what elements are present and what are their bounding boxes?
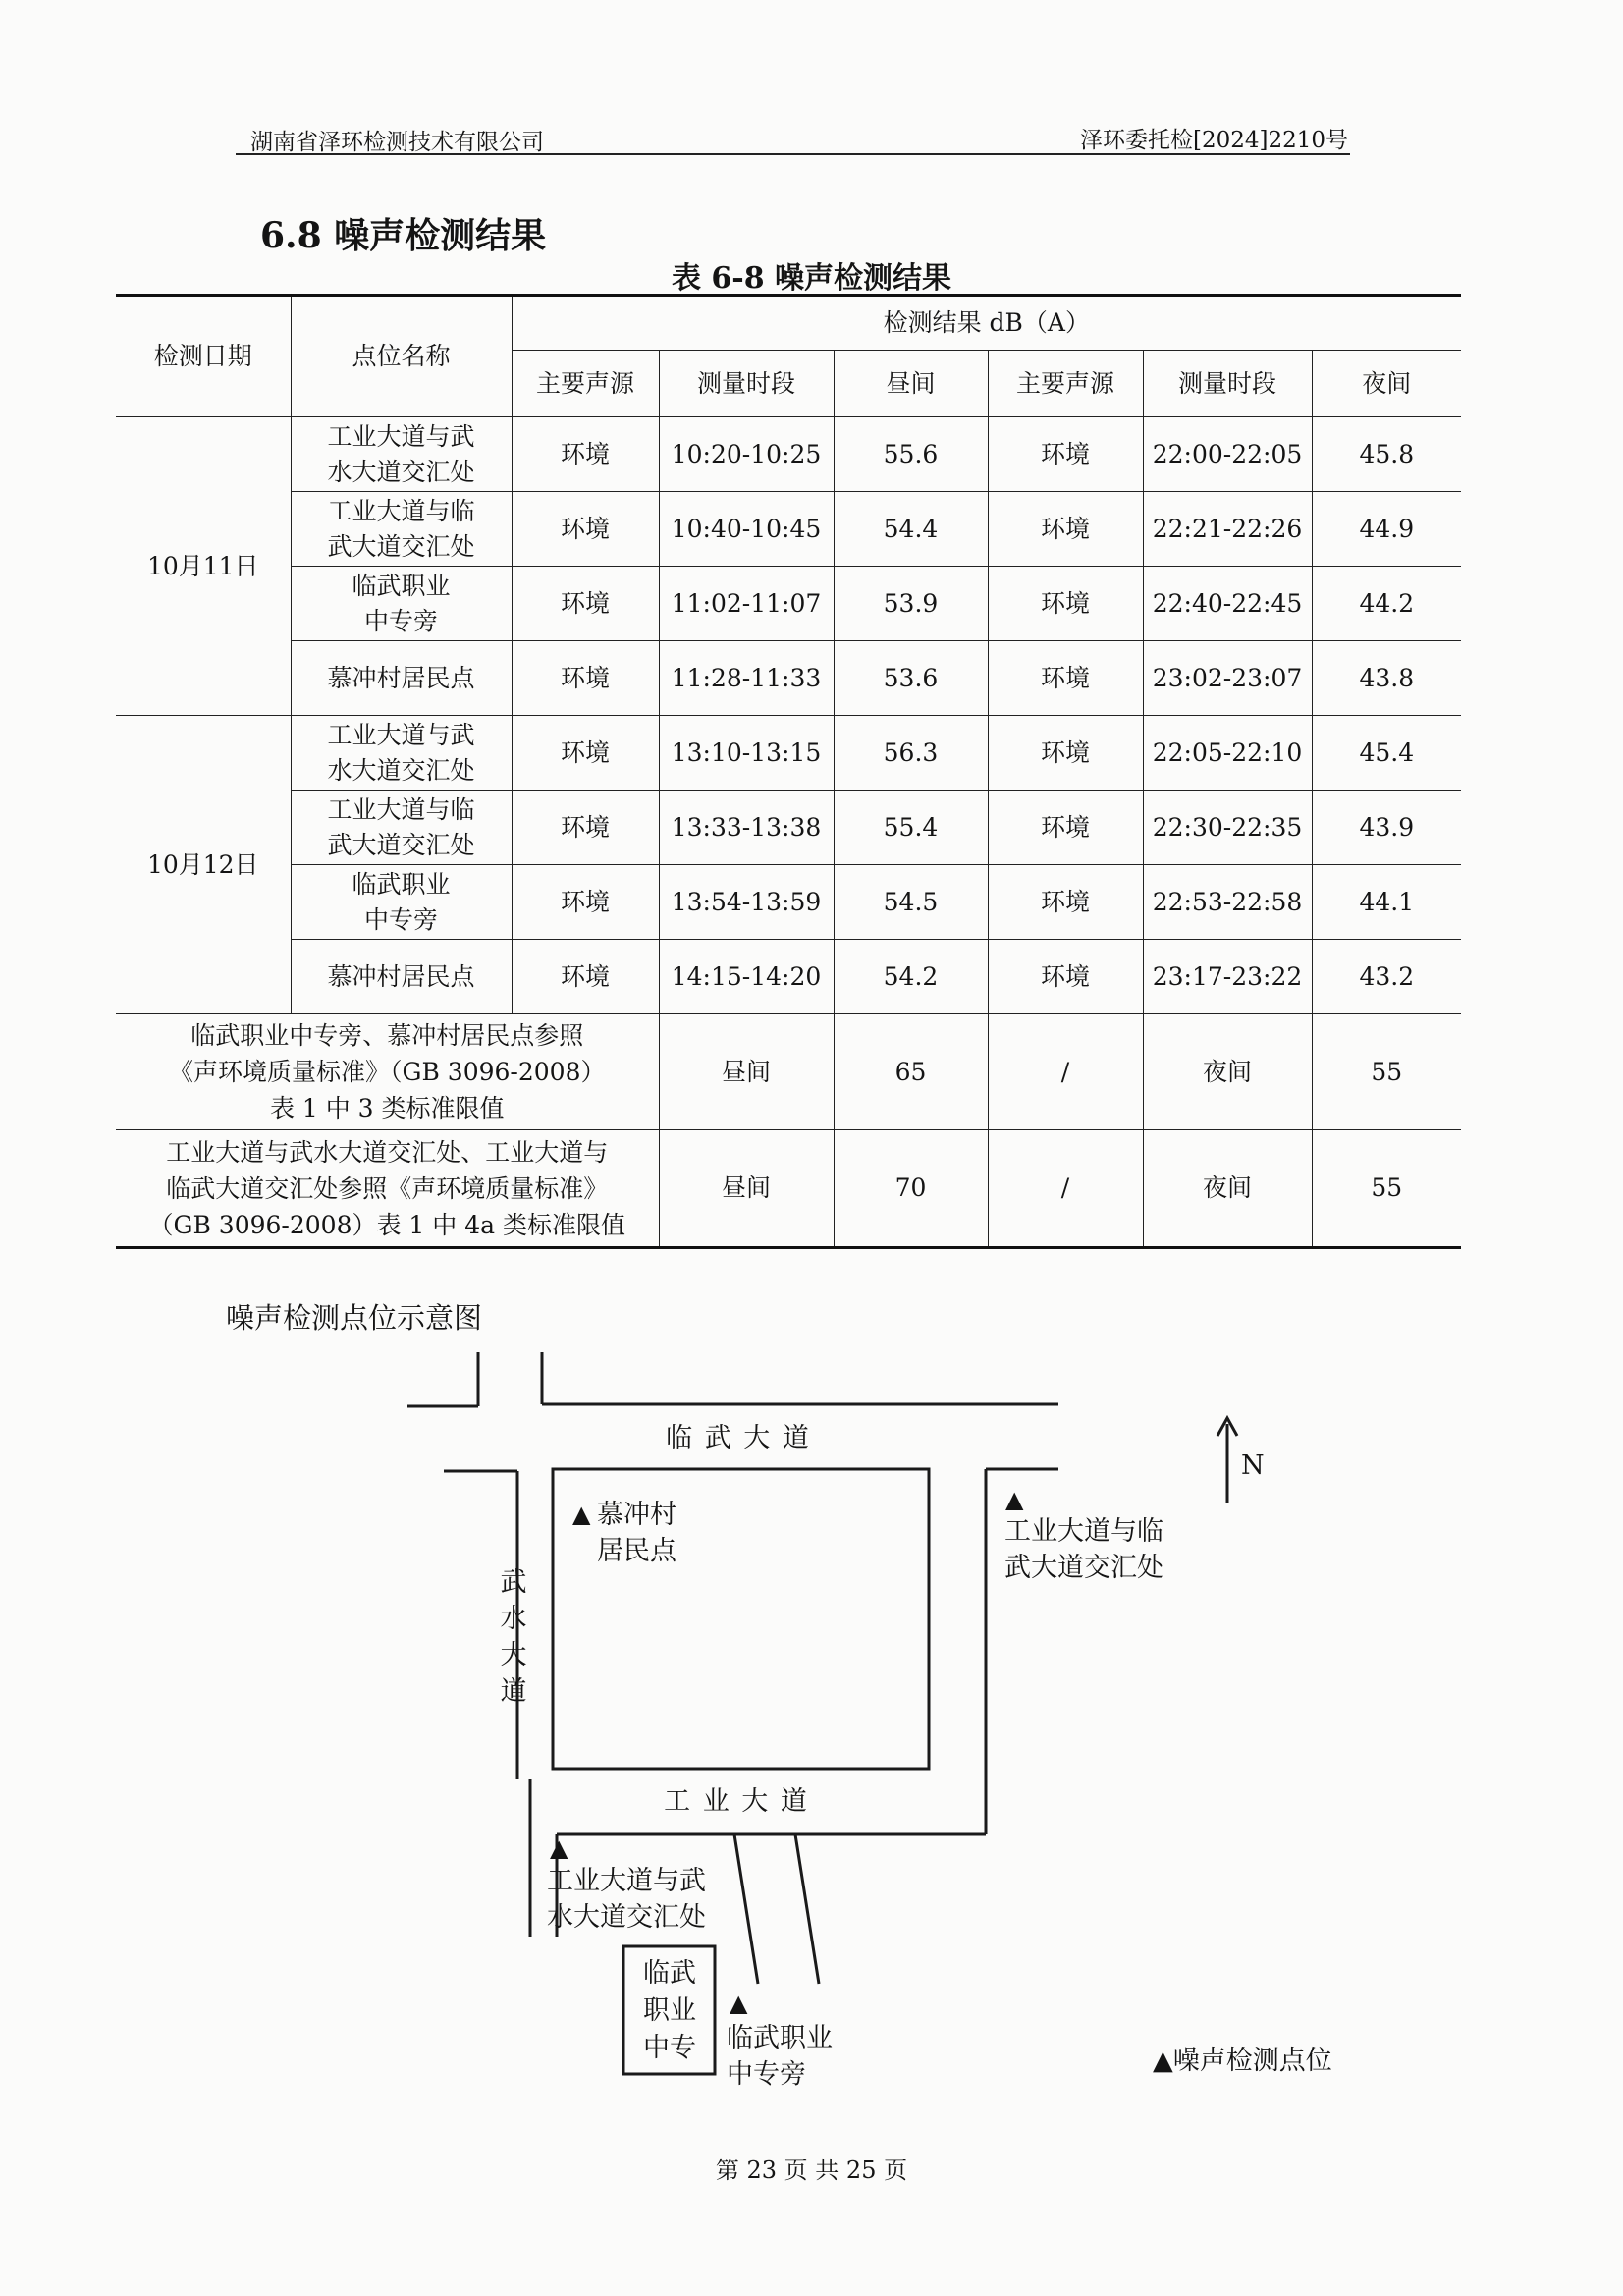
day-time-cell: 11:28-11:33 bbox=[659, 641, 834, 716]
marker-triangle: ▲ bbox=[1005, 1486, 1024, 1513]
site-cell: 工业大道与临 武大道交汇处 bbox=[291, 492, 512, 567]
standard-day-label: 昼间 bbox=[659, 1130, 834, 1248]
day-time-cell: 10:40-10:45 bbox=[659, 492, 834, 567]
sub-header: 主要声源 bbox=[512, 351, 659, 417]
report-number: 泽环委托检[2024]2210号 bbox=[1079, 128, 1348, 153]
road-label-gongye: 工 业 大 道 bbox=[664, 1786, 809, 1817]
road-label-wushui: 武水大道 bbox=[500, 1567, 527, 1707]
standard-night-value: 55 bbox=[1312, 1130, 1461, 1248]
day-source-cell: 环境 bbox=[512, 865, 659, 940]
night-source-cell: 环境 bbox=[988, 791, 1143, 865]
night-value-cell: 44.1 bbox=[1312, 865, 1461, 940]
night-source-cell: 环境 bbox=[988, 641, 1143, 716]
night-source-cell: 环境 bbox=[988, 865, 1143, 940]
sub-header: 测量时段 bbox=[1143, 351, 1312, 417]
night-source-cell: 环境 bbox=[988, 567, 1143, 641]
results-group-header: 检测结果 dB（A） bbox=[512, 296, 1461, 351]
standard-separator: / bbox=[988, 1130, 1143, 1248]
night-time-cell: 23:17-23:22 bbox=[1143, 940, 1312, 1014]
road-edge bbox=[795, 1834, 819, 1984]
night-source-cell: 环境 bbox=[988, 716, 1143, 791]
night-value-cell: 43.2 bbox=[1312, 940, 1461, 1014]
site-cell: 慕冲村居民点 bbox=[291, 641, 512, 716]
date-cell: 10月12日 bbox=[116, 716, 291, 1014]
marker-triangle: ▲ bbox=[730, 1990, 748, 2017]
night-time-cell: 22:05-22:10 bbox=[1143, 716, 1312, 791]
standard-text-cell: 工业大道与武水大道交汇处、工业大道与 临武大道交汇处参照《声环境质量标准》 （GB 3096-2008）表 1 中 4a 类标准限值 bbox=[116, 1130, 659, 1248]
night-time-cell: 23:02-23:07 bbox=[1143, 641, 1312, 716]
standard-night-label: 夜间 bbox=[1143, 1130, 1312, 1248]
standard-separator: / bbox=[988, 1014, 1143, 1130]
site-cell: 慕冲村居民点 bbox=[291, 940, 512, 1014]
day-time-cell: 13:54-13:59 bbox=[659, 865, 834, 940]
site-cell: 临武职业 中专旁 bbox=[291, 865, 512, 940]
day-time-cell: 11:02-11:07 bbox=[659, 567, 834, 641]
sub-header: 昼间 bbox=[834, 351, 988, 417]
point-label-village: 慕冲村居民点 bbox=[597, 1500, 676, 1566]
night-time-cell: 22:53-22:58 bbox=[1143, 865, 1312, 940]
day-value-cell: 54.5 bbox=[834, 865, 988, 940]
day-time-cell: 14:15-14:20 bbox=[659, 940, 834, 1014]
day-source-cell: 环境 bbox=[512, 641, 659, 716]
night-value-cell: 45.4 bbox=[1312, 716, 1461, 791]
marker-triangle: ▲ bbox=[550, 1834, 568, 1862]
company-name: 湖南省泽环检测技术有限公司 bbox=[250, 130, 544, 155]
site-cell: 工业大道与武 水大道交汇处 bbox=[291, 417, 512, 492]
school-box-label: 临武职业中专 bbox=[643, 1958, 696, 2063]
day-time-cell: 13:33-13:38 bbox=[659, 791, 834, 865]
section-title: 6.8 噪声检测结果 bbox=[260, 215, 547, 256]
day-source-cell: 环境 bbox=[512, 791, 659, 865]
night-time-cell: 22:21-22:26 bbox=[1143, 492, 1312, 567]
standard-day-value: 65 bbox=[834, 1014, 988, 1130]
day-source-cell: 环境 bbox=[512, 716, 659, 791]
day-value-cell: 55.6 bbox=[834, 417, 988, 492]
standard-night-value: 55 bbox=[1312, 1014, 1461, 1130]
day-time-cell: 10:20-10:25 bbox=[659, 417, 834, 492]
night-time-cell: 22:00-22:05 bbox=[1143, 417, 1312, 492]
point-label-linwu-junction: 工业大道与临武大道交汇处 bbox=[1004, 1516, 1163, 1583]
day-source-cell: 环境 bbox=[512, 940, 659, 1014]
road-edge bbox=[734, 1834, 758, 1984]
night-time-cell: 22:40-22:45 bbox=[1143, 567, 1312, 641]
road-label-linwu: 临 武 大 道 bbox=[666, 1423, 811, 1453]
site-cell: 工业大道与武 水大道交汇处 bbox=[291, 716, 512, 791]
day-value-cell: 54.2 bbox=[834, 940, 988, 1014]
day-source-cell: 环境 bbox=[512, 567, 659, 641]
site-cell: 临武职业 中专旁 bbox=[291, 567, 512, 641]
date-cell: 10月11日 bbox=[116, 417, 291, 716]
standard-text-cell: 临武职业中专旁、慕冲村居民点参照 《声环境质量标准》（GB 3096-2008） 表 1 中 3 类标准限值 bbox=[116, 1014, 659, 1130]
sub-header: 测量时段 bbox=[659, 351, 834, 417]
night-source-cell: 环境 bbox=[988, 492, 1143, 567]
night-value-cell: 43.8 bbox=[1312, 641, 1461, 716]
day-source-cell: 环境 bbox=[512, 417, 659, 492]
sub-header: 主要声源 bbox=[988, 351, 1143, 417]
standard-night-label: 夜间 bbox=[1143, 1014, 1312, 1130]
day-value-cell: 55.4 bbox=[834, 791, 988, 865]
diagram-title: 噪声检测点位示意图 bbox=[226, 1301, 483, 1335]
night-time-cell: 22:30-22:35 bbox=[1143, 791, 1312, 865]
point-label-wushui-junction: 工业大道与武水大道交汇处 bbox=[547, 1866, 706, 1933]
date-column-header: 检测日期 bbox=[116, 296, 291, 417]
night-value-cell: 44.9 bbox=[1312, 492, 1461, 567]
standard-day-label: 昼间 bbox=[659, 1014, 834, 1130]
day-value-cell: 56.3 bbox=[834, 716, 988, 791]
marker-triangle: ▲ bbox=[572, 1501, 591, 1528]
map-legend: ▲噪声检测点位 bbox=[1153, 2046, 1332, 2076]
night-source-cell: 环境 bbox=[988, 940, 1143, 1014]
standard-day-value: 70 bbox=[834, 1130, 988, 1248]
site-column-header: 点位名称 bbox=[291, 296, 512, 417]
page-footer: 第 23 页 共 25 页 bbox=[715, 2157, 908, 2184]
day-time-cell: 13:10-13:15 bbox=[659, 716, 834, 791]
table-caption: 表 6-8 噪声检测结果 bbox=[671, 261, 952, 296]
night-value-cell: 44.2 bbox=[1312, 567, 1461, 641]
day-source-cell: 环境 bbox=[512, 492, 659, 567]
day-value-cell: 53.9 bbox=[834, 567, 988, 641]
day-value-cell: 54.4 bbox=[834, 492, 988, 567]
day-value-cell: 53.6 bbox=[834, 641, 988, 716]
sub-header: 夜间 bbox=[1312, 351, 1461, 417]
north-label: N bbox=[1241, 1450, 1265, 1481]
site-cell: 工业大道与临 武大道交汇处 bbox=[291, 791, 512, 865]
point-label-school: 临武职业中专旁 bbox=[727, 2023, 833, 2090]
night-value-cell: 45.8 bbox=[1312, 417, 1461, 492]
night-value-cell: 43.9 bbox=[1312, 791, 1461, 865]
night-source-cell: 环境 bbox=[988, 417, 1143, 492]
